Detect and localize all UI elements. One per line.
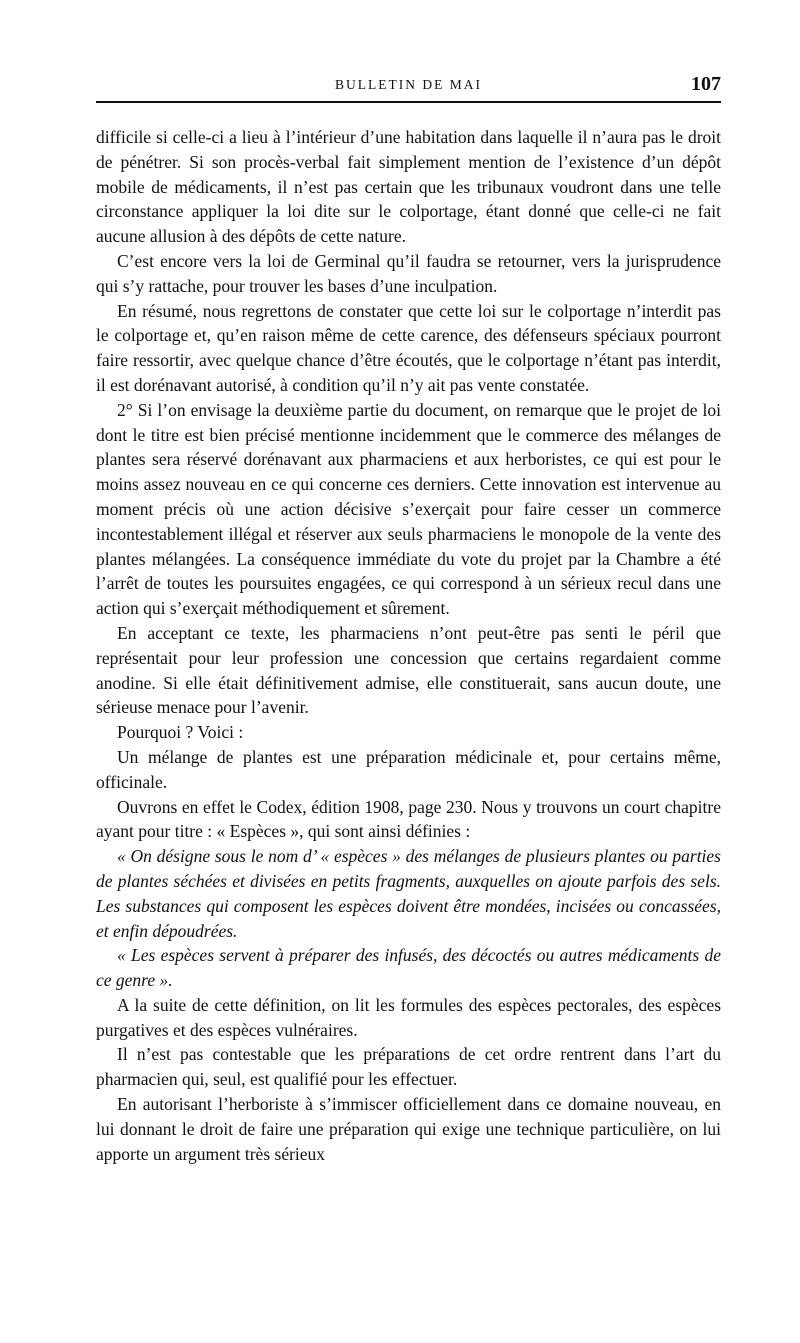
paragraph: C’est encore vers la loi de Germinal qu’il faudra se retourner, vers la jurisprudence qui s’y rattache, pour trouver les bases d’une inculpation. xyxy=(96,250,721,296)
paragraph: En autorisant l’herboriste à s’immiscer officiellement dans ce domaine nouveau, en lui donnant le droit de faire une préparation qui exige une technique particulière, on lui apporte un argument très sérieux xyxy=(96,1094,721,1164)
page-header xyxy=(96,66,721,100)
paragraph: difficile si celle-ci a lieu à l’intérieur d’une habitation dans laquelle il n’aura pas le droit de pénétrer. Si son procès-verbal fait simplement mention de l’existence d’un dépôt mobile de médicaments, il n’est pas certain que les tribunaux voudront dans une telle circonstance appliquer la loi dite sur le colportage, étant donné que celle-ci ne fait aucune allusion à des dépôts de cette nature. xyxy=(96,127,721,247)
paragraph: A la suite de cette définition, on lit les formules des espèces pectorales, des espèces purgatives et des espèces vulnéraires. xyxy=(96,994,721,1040)
paragraph: En acceptant ce texte, les pharmaciens n’ont peut-être pas senti le péril que représentait pour leur profession une concession que certains regardaient comme anodine. Si elle était définitivement admise, elle constituerait, sans aucun doute, une sérieuse menace pour l’avenir. xyxy=(96,622,721,718)
body-text xyxy=(96,125,721,1166)
page-number: 107 xyxy=(691,73,721,95)
page xyxy=(96,66,721,1166)
header-rule xyxy=(96,101,721,103)
paragraph: 2° Si l’on envisage la deuxième partie du document, on remarque que le projet de loi dont le titre est bien précisé mentionne incidemment que le commerce des mélanges de plantes sera réservé dorénavant aux pharmaciens et aux herboristes, ce qui est pour le moins assez nouveau en ce qui concerne ces derniers. Cette innovation est intervenue au moment précis où une action décisive s’exerçait pour faire cesser un commerce incontestablement illégal et réserver aux seuls pharmaciens le monopole de la vente des plantes mélangées. La conséquence immédiate du vote du projet par la Chambre a été l’arrêt de toutes les poursuites engagées, ce qui correspond à un sérieux recul dans une action qui s’exerçait méthodiquement et sûrement. xyxy=(96,399,721,619)
paragraph: Un mélange de plantes est une préparation médicinale et, pour certains même, officinale. xyxy=(96,746,721,792)
paragraph: Pourquoi ? Voici : xyxy=(117,722,244,743)
quotation-paragraph: « On désigne sous le nom d’ « espèces » des mélanges de plusieurs plantes ou parties de plantes séchées et divisées en petits fragments, auxquelles on ajoute parfois des sels. Les substances qui composent les espèces doivent être mondées, incisées ou concassées, et enfin dépoudrées. xyxy=(96,846,721,941)
paragraph: En résumé, nous regrettons de constater que cette loi sur le colportage n’interdit pas le colportage et, qu’en raison même de cette carence, des défenseurs spéciaux pourront faire ressortir, avec quelque chance d’être écoutés, que le colportage n’étant pas interdit, il est dorénavant autorisé, à condition qu’il n’y ait pas vente constatée. xyxy=(96,300,721,395)
paragraph: Ouvrons en effet le Codex, édition 1908, page 230. Nous y trouvons un court chapitre ayant pour titre : « Espèces », qui sont ainsi définies : xyxy=(96,796,721,842)
running-title: BULLETIN DE MAI xyxy=(335,77,482,92)
paragraph: Il n’est pas contestable que les préparations de cet ordre rentrent dans l’art du pharmacien qui, seul, est qualifié pour les effectuer. xyxy=(96,1044,721,1090)
quotation-paragraph: « Les espèces servent à préparer des infusés, des décoctés ou autres médicaments de ce genre ». xyxy=(96,945,721,991)
